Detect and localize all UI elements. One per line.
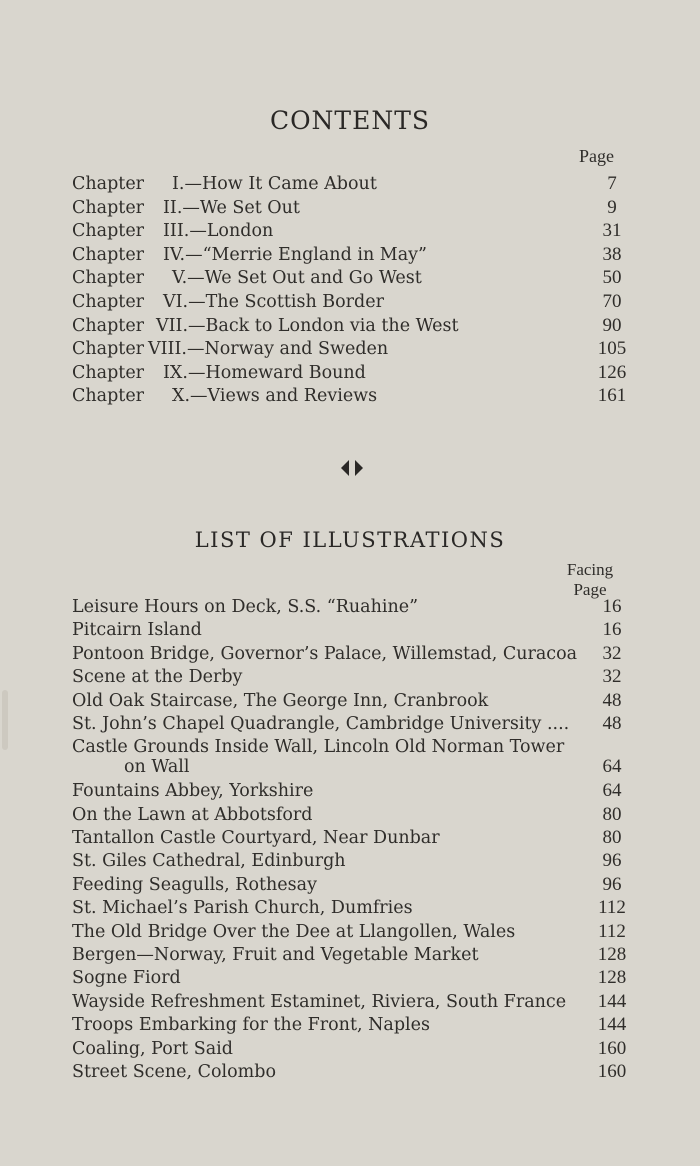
chapter-number: IX. <box>163 362 188 383</box>
illustration-caption: Old Oak Staircase, The George Inn, Cranbrook <box>72 690 489 711</box>
chapter-number: VII. <box>156 315 189 336</box>
contents-row <box>72 337 632 361</box>
chapter-label: Chapter <box>72 174 145 194</box>
chapter-page-number: 105 <box>597 338 627 360</box>
illustration-page-number: 80 <box>602 827 622 848</box>
illustration-row <box>72 779 632 803</box>
illustration-caption: Leisure Hours on Deck, S.S. “Ruahine” <box>72 597 419 617</box>
illustration-caption: Bergen—Norway, Fruit and Vegetable Market <box>72 945 479 965</box>
chapter-number: X. <box>172 386 191 407</box>
illustration-row <box>72 943 632 967</box>
chapter-number: III. <box>163 221 190 242</box>
illustration-page-number: 160 <box>597 1037 627 1059</box>
chapter-title-text: —London <box>189 221 274 242</box>
chapter-number: VI. <box>163 292 189 312</box>
chapter-label: Chapter <box>72 268 145 289</box>
illustration-page-number: 64 <box>602 780 622 802</box>
chapter-title <box>156 314 459 338</box>
illustration-page-number: 144 <box>597 990 627 1012</box>
illustration-row <box>72 1060 632 1084</box>
illustration-caption: Castle Grounds Inside Wall, Lincoln Old Norman Tower <box>72 737 565 758</box>
contents-title: CONTENTS <box>269 106 431 135</box>
illustration-row <box>72 1013 632 1037</box>
chapter-page-number: 90 <box>602 314 622 336</box>
contents-row <box>72 196 632 220</box>
contents-row <box>72 290 632 314</box>
illustration-row <box>72 595 632 619</box>
chapter-number: VIII. <box>148 339 187 360</box>
illustration-caption: St. John’s Chapel Quadrangle, Cambridge University .... <box>72 714 570 734</box>
chapter-label: Chapter <box>72 197 145 218</box>
chapter-label: Chapter <box>72 362 145 383</box>
illustration-caption-continued: on Wall <box>124 757 190 778</box>
chapter-page-number: 161 <box>597 385 627 407</box>
chapter-title-text: —Norway and Sweden <box>186 339 389 360</box>
contents-page-column-header: Page <box>579 146 614 166</box>
illustration-caption: Wayside Refreshment Estaminet, Riviera, South France <box>72 991 567 1012</box>
illustration-caption: Scene at the Derby <box>72 667 243 688</box>
illustration-page-number: 16 <box>602 596 622 617</box>
chapter-page-number: 31 <box>602 220 622 242</box>
chapter-title <box>163 196 300 220</box>
illustration-row <box>72 689 632 713</box>
illustration-page-number: 160 <box>597 1061 627 1082</box>
illustration-page-number: 112 <box>598 897 626 919</box>
chapter-title-text: —How It Came About <box>184 174 377 194</box>
chapter-title-text: —Back to London via the West <box>188 315 459 336</box>
illustration-page-number: 112 <box>598 920 626 942</box>
illustration-row <box>72 990 632 1014</box>
contents-row <box>72 361 632 385</box>
illustration-row <box>72 826 632 850</box>
illustration-caption: Pitcairn Island <box>72 620 202 641</box>
illustration-row <box>72 803 632 827</box>
chapter-number: II. <box>163 197 183 218</box>
chapter-label: Chapter <box>72 339 145 360</box>
chapter-label: Chapter <box>72 221 145 242</box>
facing-page-column-header <box>560 560 620 600</box>
illustration-page-number: 144 <box>597 1014 627 1036</box>
contents-row <box>72 243 632 267</box>
chapter-page-number: 9 <box>607 196 617 218</box>
chapter-title-text: —The Scottish Border <box>188 292 384 312</box>
illustration-caption: Coaling, Port Said <box>72 1038 233 1059</box>
chapter-title-text: —We Set Out and Go West <box>187 268 422 289</box>
illustration-row <box>72 665 632 689</box>
illustration-caption: Tantallon Castle Courtyard, Near Dunbar <box>72 828 440 848</box>
illustration-caption: On the Lawn at Abbotsford <box>72 804 313 825</box>
illustration-row <box>72 1037 632 1061</box>
chapter-label: Chapter <box>72 244 145 265</box>
contents-row <box>72 266 632 290</box>
chapter-title-text: —“Merrie England in May” <box>185 244 427 265</box>
chapter-title <box>172 266 422 290</box>
illustration-caption: Street Scene, Colombo <box>72 1062 276 1082</box>
illustration-row <box>72 735 632 783</box>
contents-row <box>72 384 632 408</box>
facing-page-label: Page <box>573 580 607 599</box>
chapter-number: V. <box>172 268 188 289</box>
chapter-title-text: —Homeward Bound <box>187 362 366 383</box>
chapter-title <box>163 243 427 267</box>
chapter-page-number: 38 <box>602 243 622 265</box>
chapter-title <box>163 361 366 385</box>
illustration-page-number: 16 <box>602 619 622 641</box>
illustration-row <box>72 618 632 642</box>
illustration-caption: Feeding Seagulls, Rothesay <box>72 874 317 895</box>
contents-row <box>72 314 632 338</box>
page-stain <box>2 690 8 750</box>
chapter-title <box>148 337 388 361</box>
chapter-page-number: 126 <box>597 361 627 383</box>
illustration-row <box>72 920 632 944</box>
chapter-title <box>163 219 273 243</box>
illustration-caption: St. Michael’s Parish Church, Dumfries <box>72 898 413 919</box>
illustration-row <box>72 873 632 897</box>
chapter-number: IV. <box>163 244 186 265</box>
illustration-row <box>72 966 632 990</box>
illustration-page-number: 96 <box>602 873 622 895</box>
illustration-row <box>72 896 632 920</box>
chapter-label: Chapter <box>72 386 145 407</box>
chapter-number: I. <box>172 174 185 194</box>
illustration-caption: Sogne Fiord <box>72 968 181 989</box>
illustration-caption: The Old Bridge Over the Dee at Llangollen, Wales <box>72 921 516 942</box>
diamond-ornament-icon <box>340 458 364 478</box>
illustration-page-number: 32 <box>602 666 622 688</box>
chapter-title <box>163 290 384 314</box>
illustration-row <box>72 642 632 666</box>
illustration-page-number: 80 <box>602 803 622 825</box>
illustration-caption: St. Giles Cathedral, Edinburgh <box>72 851 346 872</box>
chapter-title <box>172 172 377 196</box>
contents-row <box>72 219 632 243</box>
illustration-page-number: 48 <box>602 713 622 734</box>
chapter-page-number: 7 <box>607 173 617 194</box>
illustration-caption: Troops Embarking for the Front, Naples <box>72 1015 430 1036</box>
chapter-title-text: —Views and Reviews <box>190 386 378 407</box>
chapter-label: Chapter <box>72 315 145 336</box>
contents-row <box>72 172 632 196</box>
illustration-caption: Fountains Abbey, Yorkshire <box>72 781 314 802</box>
illustration-page-number: 48 <box>602 689 622 711</box>
chapter-title-text: —We Set Out <box>182 197 300 218</box>
illustration-page-number: 128 <box>597 967 627 989</box>
illustration-row <box>72 849 632 873</box>
chapter-page-number: 70 <box>602 291 622 312</box>
illustration-page-number: 32 <box>602 642 622 664</box>
illustration-page-number: 64 <box>602 756 622 778</box>
illustration-page-number: 128 <box>597 944 627 965</box>
facing-label: Facing <box>566 560 614 579</box>
illustration-page-number: 96 <box>602 850 622 872</box>
illustrations-title: LIST OF ILLUSTRATIONS <box>194 528 506 552</box>
illustration-row <box>72 712 632 736</box>
chapter-label: Chapter <box>72 292 145 312</box>
chapter-page-number: 50 <box>602 267 622 289</box>
chapter-title <box>172 384 377 408</box>
illustration-caption: Pontoon Bridge, Governor’s Palace, Willemstad, Curacoa <box>72 643 578 664</box>
